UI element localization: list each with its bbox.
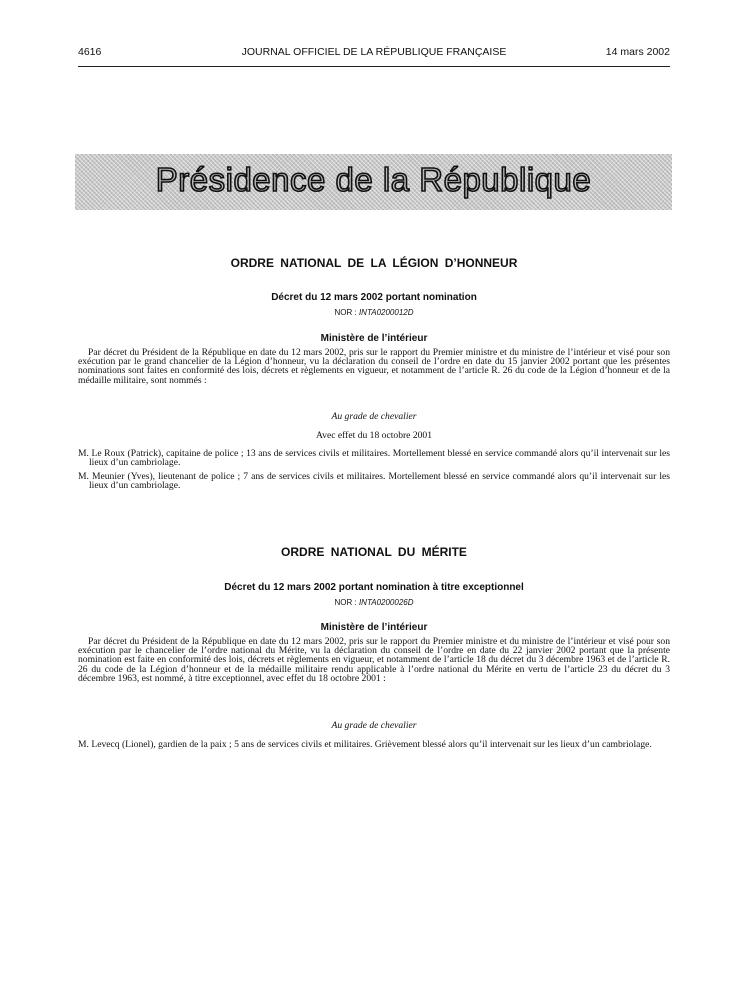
effect-date: Avec effet du 18 octobre 2001	[315, 430, 433, 441]
banner-title: Présidence de la République	[155, 161, 592, 198]
ministere-heading: Ministère de l’intérieur	[320, 333, 428, 344]
order-title-legion: ORDRE NATIONAL DE LA LÉGION D’HONNEUR	[230, 256, 518, 270]
decret-title: Décret du 12 mars 2002 portant nomination à titre exceptionnel	[224, 582, 524, 593]
nomination-entry: M. Meunier (Yves), lieutenant de police ; 7 ans de services civils et militaires. Mortellement blessé en service commandé alors qu’il intervenait sur les lieux d’un cambriolage.	[78, 471, 670, 492]
grade-heading: Au grade de chevalier	[331, 411, 417, 422]
presidence-banner	[75, 154, 672, 210]
decret-title: Décret du 12 mars 2002 portant nomination	[271, 292, 477, 303]
decret-paragraph: Par décret du Président de la République en date du 12 mars 2002, pris sur le rapport du Premier ministre et du ministre de l’intérieur et visé pour son exécution par le chancelier de l’ordre national du Mérite, vu la déclaration du conseil de l’ordre en date du 22 janvier 2002 portant que la présente nomination est faite en conformité des lois, décrets et règlements en vigueur, et notamment de l’article 18 du décret du 3 décembre 1963 et de l’article R. 26 du code de la Légion d’honneur et de la médaille militaire rendu applicable à l’ordre national du Mérite en vertu de l’article 23 du décret du 3 décembre 1963, est nommé, à titre exceptionnel, avec effet du 18 octobre 2001 :	[78, 636, 670, 684]
nor-code: INTA0200026D	[358, 598, 414, 607]
ministere-heading: Ministère de l’intérieur	[320, 622, 428, 633]
nomination-entry: M. Le Roux (Patrick), capitaine de police ; 13 ans de services civils et militaires. Mortellement blessé en service commandé alors qu’il intervenait sur les lieux d’un cambriolage.	[78, 448, 670, 469]
nomination-entry: M. Levecq (Lionel), gardien de la paix ; 5 ans de services civils et militaires. Grièvement blessé alors qu’il intervenait sur les lieux d’un cambriolage.	[78, 739, 652, 750]
nor-label: NOR :	[334, 308, 357, 317]
decret-paragraph: Par décret du Président de la République en date du 12 mars 2002, pris sur le rapport du Premier ministre et du ministre de l’intérieur et visé pour son exécution par le grand chancelier de la Légion d’honneur, vu la déclaration du conseil de l’ordre en date du 15 janvier 2002 portant que les présentes nominations sont faites en conformité des lois, décrets et règlements en vigueur, et notamment de l’article R. 26 du code de la Légion d’honneur et de la médaille militaire, sont nommés :	[78, 347, 670, 386]
nor-code: INTA0200012D	[358, 308, 414, 317]
nor-reference	[78, 308, 670, 317]
grade-heading: Au grade de chevalier	[331, 720, 417, 731]
journal-title: JOURNAL OFFICIEL DE LA RÉPUBLIQUE FRANÇAISE	[241, 46, 507, 58]
nor-label: NOR :	[334, 598, 357, 607]
page-header	[78, 44, 670, 62]
order-title-merite: ORDRE NATIONAL DU MÉRITE	[281, 545, 467, 559]
header-rule	[78, 66, 670, 67]
nor-reference	[78, 598, 670, 607]
issue-date: 14 mars 2002	[605, 46, 670, 58]
page-number: 4616	[78, 46, 102, 58]
